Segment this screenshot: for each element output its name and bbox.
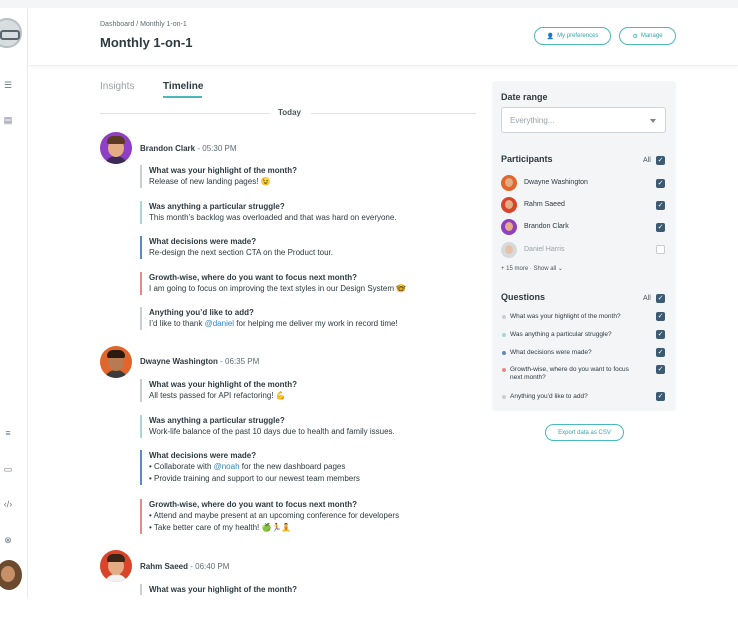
filter-panel [492, 81, 676, 411]
my-preferences-label: My preferences [557, 33, 599, 39]
question-checkbox[interactable]: ✓ [657, 313, 664, 320]
tab-insights[interactable]: Insights [100, 81, 135, 92]
manage-label: Manage [640, 33, 663, 39]
answer-text: This month’s backlog was overloaded and that was hard on everyone. [149, 213, 397, 222]
manage-button[interactable] [619, 27, 676, 45]
question-text: What was your highlight of the month? [149, 380, 297, 389]
question-checkbox[interactable]: ✓ [657, 393, 664, 400]
date-range-value: Everything... [510, 116, 555, 125]
questions-all-label: All [643, 295, 651, 302]
question-text: Was anything a particular struggle? [149, 202, 285, 211]
question-color-dot [502, 333, 506, 337]
help-icon[interactable]: ⊗ [4, 535, 12, 545]
question-checkbox[interactable]: ✓ [657, 366, 664, 373]
author-name[interactable]: Brandon Clark [140, 144, 196, 153]
avatar-rahm-saeed[interactable] [100, 550, 132, 582]
participants-title: Participants [501, 154, 553, 164]
answer-part: I’d like to thank [149, 319, 205, 328]
tab-timeline[interactable]: Timeline [163, 81, 204, 92]
entry-time: - 05:30 PM [197, 144, 237, 153]
entry-author [140, 562, 229, 571]
divider [100, 113, 270, 114]
answer-block [140, 584, 297, 595]
date-range-title: Date range [501, 92, 548, 102]
question-text: Growth-wise, where do you want to focus next month? [149, 500, 358, 509]
answer-text: • Attend and maybe present at an upcoming conference for developers [149, 511, 400, 520]
chevron-down-icon [650, 119, 656, 123]
chart-icon[interactable]: ▤ [3, 115, 13, 125]
question-text: What decisions were made? [149, 237, 257, 246]
answer-block [140, 272, 406, 295]
active-tab-indicator [163, 96, 202, 98]
question-checkbox[interactable]: ✓ [657, 331, 664, 338]
user-avatar[interactable] [0, 560, 22, 590]
page-header [29, 8, 738, 66]
entry-author [140, 144, 237, 153]
answer-text: Re-design the next section CTA on the Product tour. [149, 248, 333, 257]
questions-all-checkbox[interactable]: ✓ [657, 295, 664, 302]
breadcrumb[interactable]: Dashboard / Monthly 1-on-1 [100, 21, 187, 28]
question-color-dot [502, 395, 506, 399]
answer-block [140, 499, 399, 534]
author-name[interactable]: Rahm Saeed [140, 562, 189, 571]
answer-text: Work-life balance of the past 10 days due to health and family issues. [149, 427, 395, 436]
answer-block [140, 415, 395, 438]
entry-author [140, 357, 259, 366]
show-all-participants-link[interactable] [501, 265, 563, 272]
answer-text: All tests passed for API refactoring! 💪 [149, 391, 286, 400]
show-all-label: + 15 more · Show all [501, 266, 557, 272]
participant-avatar [501, 219, 517, 235]
participant-checkbox[interactable]: ✓ [657, 180, 664, 187]
card-icon[interactable]: ▭ [3, 464, 13, 474]
answer-block [140, 201, 397, 224]
answer-block [140, 379, 297, 402]
answer-block [140, 236, 333, 259]
answer-block [140, 165, 297, 188]
question-filter-label[interactable]: What was your highlight of the month? [510, 313, 621, 320]
day-separator: Today [278, 108, 301, 117]
entry-time: - 06:40 PM [190, 562, 230, 571]
questions-title: Questions [501, 292, 546, 302]
sidebar [0, 8, 28, 598]
participant-checkbox[interactable]: ✓ [657, 202, 664, 209]
participant-name[interactable]: Brandon Clark [524, 223, 569, 230]
answer-text [149, 461, 360, 473]
mention-link[interactable]: @noah [213, 462, 240, 471]
list-icon[interactable]: ☰ [3, 80, 13, 90]
answer-text: I am going to focus on improving the text styles in our Design System 🤓 [149, 284, 407, 293]
answer-part: for the new dashboard pages [239, 462, 346, 471]
export-csv-button[interactable]: Export data as CSV [545, 424, 624, 441]
participant-avatar [501, 242, 517, 258]
top-strip [0, 0, 738, 8]
question-checkbox[interactable]: ✓ [657, 349, 664, 356]
app-logo-icon[interactable] [0, 18, 22, 48]
answer-text: • Provide training and support to our newest team members [149, 474, 360, 483]
participants-all-checkbox[interactable]: ✓ [657, 157, 664, 164]
question-text: Was anything a particular struggle? [149, 416, 285, 425]
question-filter-label[interactable]: Anything you’d like to add? [510, 393, 588, 400]
entry-time: - 06:35 PM [220, 357, 260, 366]
question-text: What was your highlight of the month? [149, 166, 297, 175]
participant-checkbox[interactable]: ✓ [657, 224, 664, 231]
participants-all-label: All [643, 157, 651, 164]
my-preferences-button[interactable] [534, 27, 611, 45]
answer-text: • Take better care of my health! 🍏🏃🧘 [149, 523, 292, 532]
participant-name[interactable]: Rahm Saeed [524, 201, 565, 208]
question-text: Growth-wise, where do you want to focus next month? [149, 273, 358, 282]
participant-checkbox[interactable] [656, 245, 665, 254]
answer-block [140, 307, 398, 330]
participant-avatar [501, 197, 517, 213]
question-filter-label[interactable]: What decisions were made? [510, 349, 592, 356]
participant-name[interactable]: Dwayne Washington [524, 179, 588, 186]
sliders-icon[interactable]: ≡ [5, 428, 11, 438]
answer-part: • Collaborate with [149, 462, 214, 471]
author-name[interactable]: Dwayne Washington [140, 357, 218, 366]
divider [311, 113, 476, 114]
question-filter-label[interactable]: Was anything a particular struggle? [510, 331, 612, 338]
code-icon[interactable]: ‹/› [3, 499, 13, 509]
avatar-brandon-clark[interactable] [100, 132, 132, 164]
mention-link[interactable]: @daniel [204, 319, 235, 328]
participant-name[interactable]: Daniel Harris [524, 246, 565, 253]
question-color-dot [502, 351, 506, 355]
page-title: Monthly 1-on-1 [100, 35, 193, 50]
question-text: Anything you’d like to add? [149, 308, 254, 317]
user-icon: 👤 [546, 33, 555, 40]
question-text: What was your highlight of the month? [149, 585, 297, 594]
question-color-dot [502, 368, 506, 372]
answer-part: for helping me deliver my work in record time! [234, 319, 398, 328]
answer-block [140, 450, 360, 485]
chevron-down-icon: ⌄ [557, 266, 563, 272]
avatar-dwayne-washington[interactable] [100, 346, 132, 378]
date-range-select[interactable] [501, 107, 666, 133]
participant-avatar [501, 175, 517, 191]
question-color-dot [502, 315, 506, 319]
question-filter-label[interactable]: Growth-wise, where do you want to focus next month? [510, 366, 629, 381]
question-text: What decisions were made? [149, 451, 257, 460]
answer-text: Release of new landing pages! 😉 [149, 177, 271, 186]
gear-icon: ⚙ [632, 33, 638, 40]
answer-text [149, 318, 398, 330]
